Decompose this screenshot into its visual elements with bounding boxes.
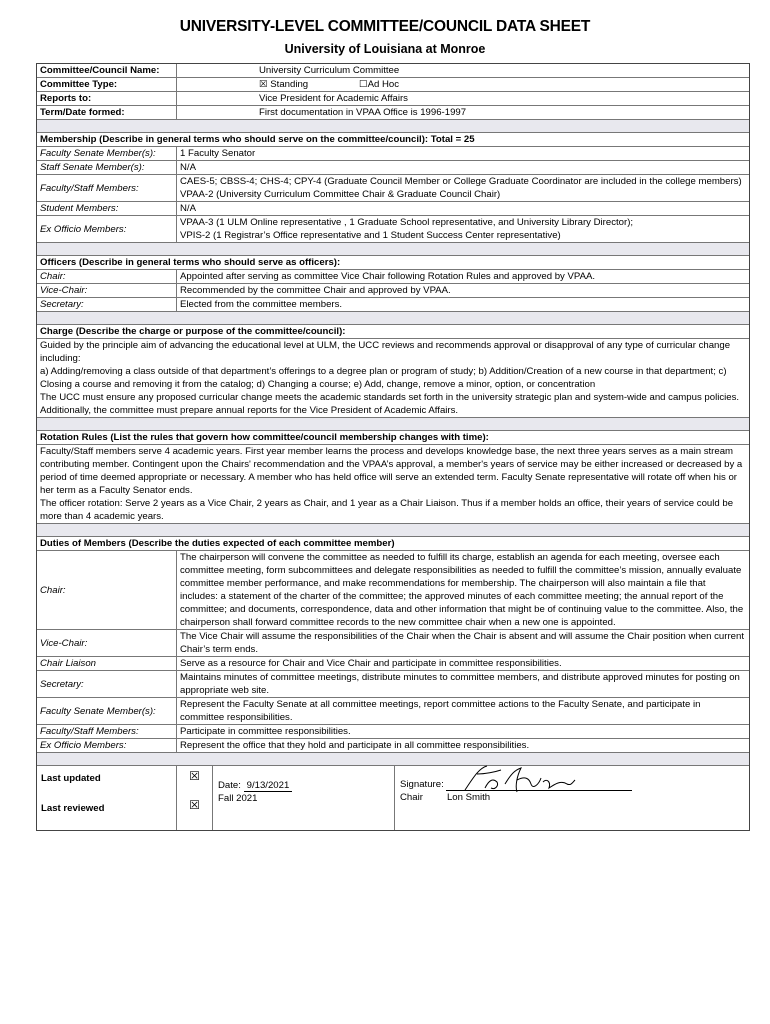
reports-to-row — [37, 92, 749, 106]
membership-label: Staff Senate Member(s): — [37, 161, 177, 174]
section-spacer — [37, 418, 749, 431]
committee-name-label: Committee/Council Name: — [37, 64, 177, 77]
section-spacer — [37, 524, 749, 537]
review-footer — [37, 766, 749, 830]
committee-name-row — [37, 64, 749, 78]
membership-label: Student Members: — [37, 202, 177, 215]
membership-value-line: CAES-5; CBSS-4; CHS-4; CPY-4 (Graduate Council Member or College Graduate Coordinator are included in the college members) — [180, 176, 742, 187]
officer-label: Chair: — [37, 270, 177, 283]
membership-value — [177, 216, 749, 242]
charge-paragraph: The UCC must ensure any proposed curricular change meets the academic standards set forth in the university strategic plan and system-wide and campus policies. Additionally, the committee must prepare annual reports for the Vice President of Academic Affairs. — [40, 392, 740, 416]
duty-label: Secretary: — [37, 671, 177, 697]
duty-label: Chair Liaison — [37, 657, 177, 670]
membership-label: Ex Officio Members: — [37, 216, 177, 242]
term-formed-row — [37, 106, 749, 120]
document-title: UNIVERSITY-LEVEL COMMITTEE/COUNCIL DATA SHEET — [179, 18, 591, 35]
duty-label: Chair: — [37, 551, 177, 629]
charge-text — [37, 339, 749, 418]
duty-row — [37, 725, 749, 739]
membership-row — [37, 202, 749, 216]
duty-label: Faculty Senate Member(s): — [37, 698, 177, 724]
section-spacer — [37, 753, 749, 766]
section-spacer — [37, 120, 749, 133]
charge-paragraph: a) Adding/removing a class outside of that department’s offerings to a degree plan or program of study; b) Addition/Creation of a new course in that department; c) Closing a course and removing it from the catalog; d) Changing a course; e) Add, change, remove a minor, option, or concentration — [40, 366, 727, 390]
date-value: 9/13/2021 — [244, 780, 293, 792]
officer-value: Elected from the committee members. — [180, 299, 343, 310]
duty-value: Represent the office that they hold and participate in all committee responsibilities. — [180, 740, 530, 751]
rotation-heading: Rotation Rules (List the rules that govern how committee/council membership changes with time): — [37, 431, 749, 445]
review-checkboxes — [177, 766, 213, 830]
last-reviewed-checkbox[interactable]: ☒ — [189, 798, 200, 812]
membership-value: N/A — [180, 162, 196, 173]
charge-paragraph: Guided by the principle aim of advancing the educational level at ULM, the UCC reviews and recommends approval or disapproval of any type of curricular change including: — [40, 340, 731, 364]
document-subtitle: University of Louisiana at Monroe — [284, 42, 486, 56]
date-label: Date: — [218, 780, 241, 791]
duty-row — [37, 698, 749, 725]
membership-value: N/A — [180, 203, 196, 214]
standing-checkbox[interactable]: ☒ Standing — [259, 79, 309, 90]
membership-label: Faculty Senate Member(s): — [37, 147, 177, 160]
committee-type-row — [37, 78, 749, 92]
duties-heading: Duties of Members (Describe the duties expected of each committee member) — [37, 537, 749, 551]
membership-row — [37, 216, 749, 243]
officer-value: Recommended by the committee Chair and approved by VPAA. — [180, 285, 451, 296]
duty-value: Maintains minutes of committee meetings, distribute minutes to committee members, and distribute approved minutes for posting on appropriate web site. — [180, 672, 740, 696]
charge-heading: Charge (Describe the charge or purpose of the committee/council): — [37, 325, 749, 339]
officer-label: Vice-Chair: — [37, 284, 177, 297]
rotation-text — [37, 445, 749, 524]
membership-label: Faculty/Staff Members: — [37, 175, 177, 201]
duty-row — [37, 630, 749, 657]
duty-row — [37, 657, 749, 671]
term-formed-value: First documentation in VPAA Office is 1996-1997 — [259, 107, 467, 118]
membership-row — [37, 147, 749, 161]
officer-row — [37, 298, 749, 312]
duty-value: Represent the Faculty Senate at all committee meetings, report committee actions to the Faculty Senate, and participate in committee responsibilities. — [180, 699, 701, 723]
membership-heading: Membership (Describe in general terms who should serve on the committee/council): Total = 25 — [37, 133, 749, 147]
membership-row — [37, 161, 749, 175]
duty-label: Faculty/Staff Members: — [37, 725, 177, 738]
signature-cell — [395, 766, 749, 830]
committee-name-value: University Curriculum Committee — [259, 65, 400, 76]
duty-value: Serve as a resource for Chair and Vice Chair and participate in committee responsibilities. — [180, 658, 562, 669]
last-updated-label: Last updated — [41, 773, 101, 784]
committee-type-label: Committee Type: — [37, 78, 177, 91]
duty-label: Ex Officio Members: — [37, 739, 177, 752]
membership-row — [37, 175, 749, 202]
section-spacer — [37, 243, 749, 256]
term-formed-label: Term/Date formed: — [37, 106, 177, 119]
membership-value-line: VPIS-2 (1 Registrar’s Office representative and 1 Student Success Center representative) — [180, 230, 561, 241]
handwritten-signature — [455, 760, 585, 798]
officer-row — [37, 284, 749, 298]
duty-value: The Vice Chair will assume the responsibilities of the Chair when the Chair is absent and will assume the Chair position when current Chair’s term ends. — [180, 631, 744, 655]
date-cell — [213, 766, 395, 830]
membership-value-line: VPAA-2 (University Curriculum Committee Chair & Graduate Council Chair) — [180, 189, 501, 200]
term-value: Fall 2021 — [218, 793, 258, 804]
duty-row — [37, 551, 749, 630]
data-sheet-table — [36, 63, 750, 831]
adhoc-checkbox[interactable]: ☐Ad Hoc — [359, 79, 400, 90]
duty-value: Participate in committee responsibilities. — [180, 726, 351, 737]
duty-row — [37, 739, 749, 753]
reports-to-value: Vice President for Academic Affairs — [259, 93, 408, 104]
officer-row — [37, 270, 749, 284]
duty-row — [37, 671, 749, 698]
chair-label: Chair — [400, 792, 423, 803]
membership-value-line: VPAA-3 (1 ULM Online representative , 1 Graduate School representative, and University Library Director); — [180, 217, 634, 228]
reports-to-label: Reports to: — [37, 92, 177, 105]
review-labels — [37, 766, 177, 830]
officers-heading: Officers (Describe in general terms who should serve as officers): — [37, 256, 749, 270]
duty-label: Vice-Chair: — [37, 630, 177, 656]
officer-label: Secretary: — [37, 298, 177, 311]
duty-value: The chairperson will convene the committee as needed to fulfill its charge, establish an agenda for each meeting, oversee each committee meeting, form subcommittees and delegate responsibilities as needed to fulfill the committee’s mission, annually evaluate committee member performance, and make recommendations for membership. The chairperson will also maintain a file that includes: a statement of the charter of the committee; the approved minutes of each committee meeting; the annual report of the committee; and documents, correspondence, data and other information that might be of continuing value to the committee. Also, the chairperson shall forward committee records to the new committee chair when a new one is appointed. — [180, 552, 744, 628]
rotation-paragraph: The officer rotation: Serve 2 years as a Vice Chair, 2 years as Chair, and 1 year as a Chair Liaison. Thus if a member holds an office, their years of service could be more than 4 academic years. — [40, 498, 734, 522]
signature-label: Signature: — [400, 779, 444, 790]
last-updated-checkbox[interactable]: ☒ — [189, 769, 200, 783]
membership-value: 1 Faculty Senator — [180, 148, 256, 159]
membership-value — [177, 175, 749, 201]
rotation-paragraph: Faculty/Staff members serve 4 academic years. First year member learns the process and develops knowledge base, the next three years serves as a main stream contributing member. Contingent upon the Chairs' recommendation and the VPAA’s approval, a member's years of service may be either increased or decreased by a period of time deemed appropriate or necessary. A member who has held office will serve an extended term. Faculty Senate representative will rotate off when his or her term as a Faculty Senator ends. — [40, 446, 743, 496]
officer-value: Appointed after serving as committee Vice Chair following Rotation Rules and approved by VPAA. — [180, 271, 596, 282]
section-spacer — [37, 312, 749, 325]
last-reviewed-label: Last reviewed — [41, 803, 105, 814]
committee-type-value — [177, 78, 749, 91]
chair-name: Lon Smith — [446, 792, 491, 803]
